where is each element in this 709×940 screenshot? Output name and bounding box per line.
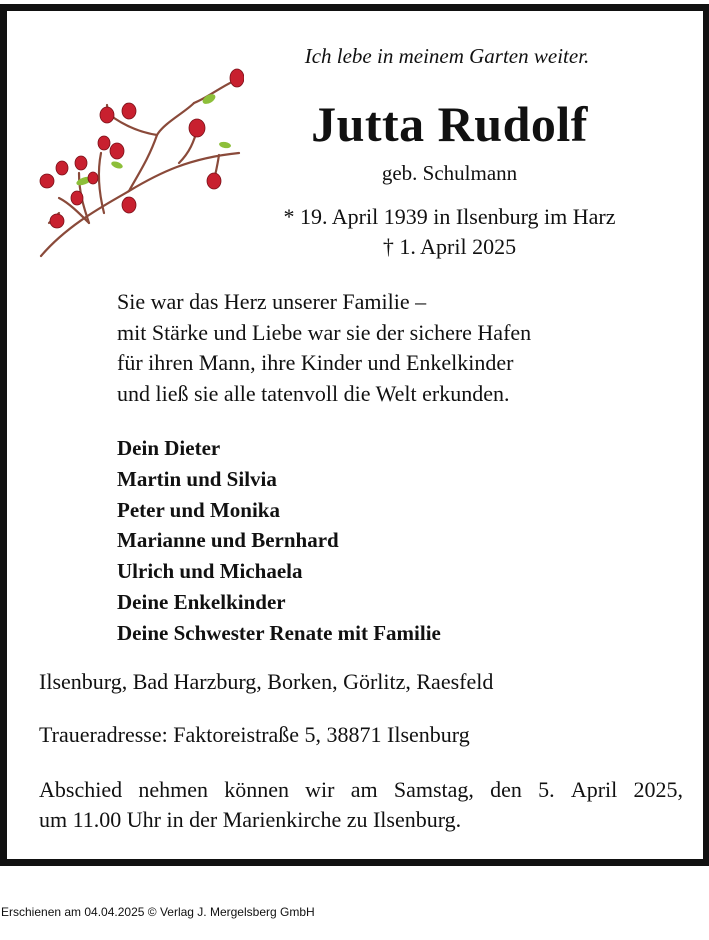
farewell-word: 5. <box>538 777 555 802</box>
mourner: Marianne und Bernhard <box>117 528 339 553</box>
mourner: Peter und Monika <box>117 497 280 522</box>
mourner: Martin und Silvia <box>117 466 277 491</box>
farewell-word: wir <box>305 777 335 802</box>
motto: Ich lebe in meinem Garten weiter. <box>304 44 590 68</box>
mourner: Dein Dieter <box>117 436 221 460</box>
poem-line: Sie war das Herz unserer Familie – <box>117 289 427 314</box>
places: Ilsenburg, Bad Harzburg, Borken, Görlitz, Raesfeld <box>39 669 494 694</box>
rosehip-branch-icon <box>29 63 244 263</box>
publication-footer: Erschienen am 04.04.2025 © Verlag J. Mergelsberg GmbH <box>1 905 315 919</box>
farewell-word: können <box>224 777 289 802</box>
birth-name: geb. Schulmann <box>381 161 518 185</box>
mourner: Ulrich und Michaela <box>117 559 303 584</box>
farewell-word: 2025, <box>633 777 683 802</box>
farewell-word: am <box>350 777 378 802</box>
obituary-frame <box>0 4 709 866</box>
poem-line: mit Stärke und Liebe war sie der sichere Hafen <box>117 319 532 345</box>
farewell-line-1 <box>39 775 683 805</box>
farewell-word: Abschied <box>39 777 123 802</box>
poem-line: für ihren Mann, ihre Kinder und Enkelkinder <box>117 350 514 375</box>
deceased-name: Jutta Rudolf <box>311 96 588 152</box>
mourner: Deine Enkelkinder <box>117 589 286 614</box>
farewell-word: den <box>490 777 522 802</box>
farewell-word: April <box>570 777 618 802</box>
life-dates <box>237 202 662 262</box>
birth-date: * 19. April 1939 in Ilsenburg im Harz <box>283 204 616 229</box>
farewell-line-2: um 11.00 Uhr in der Marienkirche zu Ilsenburg. <box>39 807 462 832</box>
poem <box>117 287 531 409</box>
farewell-word: nehmen <box>138 777 208 802</box>
farewell-info <box>39 775 683 835</box>
mourners-list <box>117 433 441 649</box>
mourner: Deine Schwester Renate mit Familie <box>117 620 441 645</box>
poem-line: und ließ sie alle tatenvoll die Welt erkunden. <box>117 380 510 406</box>
farewell-word: Samstag, <box>393 777 474 802</box>
mourning-address: Traueradresse: Faktoreistraße 5, 38871 Ilsenburg <box>39 722 470 747</box>
death-date: † 1. April 2025 <box>382 234 517 259</box>
